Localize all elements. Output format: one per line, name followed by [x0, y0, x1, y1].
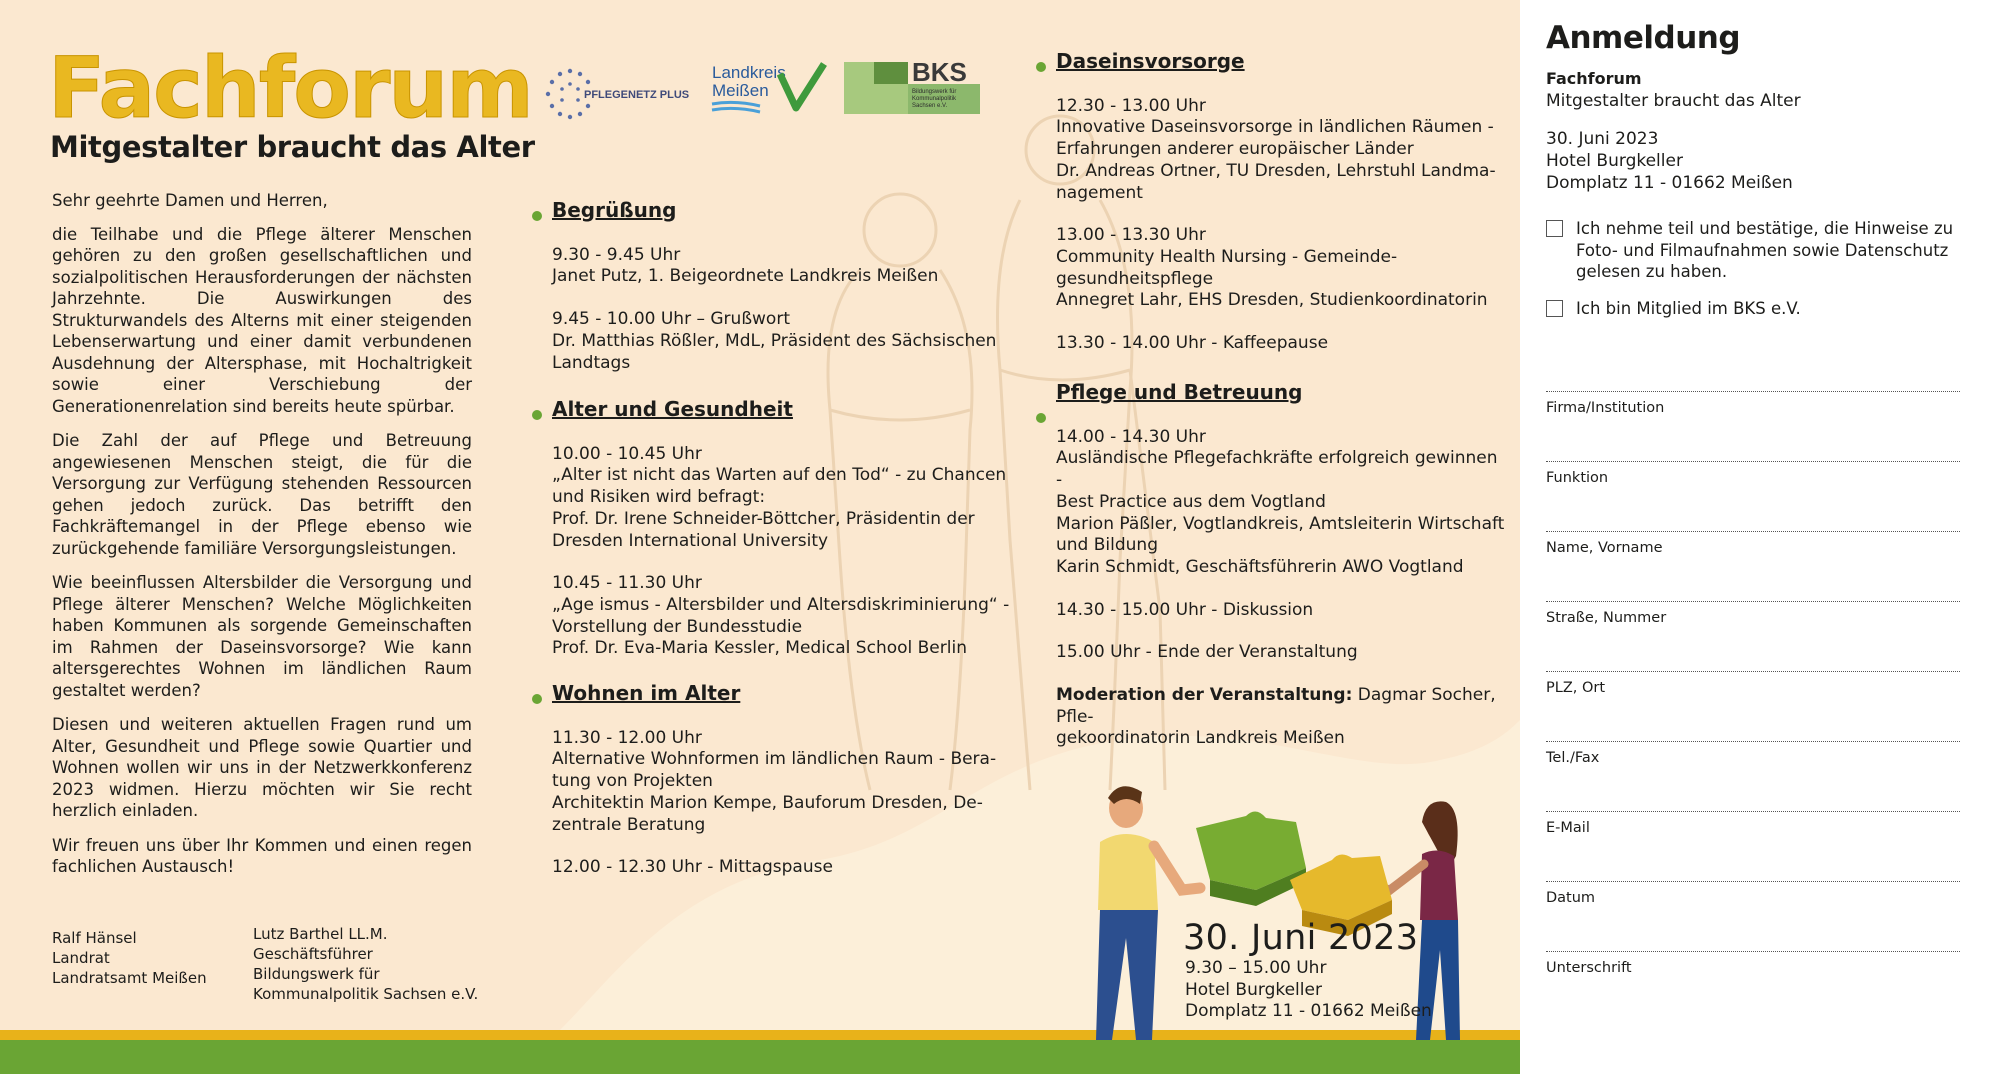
program-time: 14.00 - 14.30 Uhr	[1056, 426, 1206, 447]
greeting: Sehr geehrte Damen und Herren,	[52, 191, 328, 210]
program-item	[552, 444, 1012, 553]
program-speaker: Marion Päßler, Vogtlandkreis, Amtsleiterin Wirtschaft	[1056, 513, 1505, 534]
section-heading: Daseinsvorsorge	[1056, 49, 1245, 73]
registration-address: Domplatz 11 - 01662 Meißen	[1546, 173, 1793, 193]
field-input-line[interactable]	[1546, 741, 1960, 742]
field-input-line[interactable]	[1546, 671, 1960, 672]
program-speaker: Architektin Marion Kempe, Bauforum Dresden, De-	[552, 792, 983, 813]
registration-date: 30. Juni 2023	[1546, 129, 1659, 149]
program-item	[1056, 642, 1506, 664]
signature-line: Landrat	[52, 949, 110, 967]
event-date: 30. Juni 2023	[1183, 918, 1419, 958]
participation-consent-checkbox[interactable]	[1546, 220, 1563, 237]
signature-line: Bildungswerk für	[253, 965, 380, 983]
program-topic: gesundheitspflege	[1056, 268, 1214, 289]
program-item	[1056, 427, 1506, 579]
section-bullet	[1036, 413, 1046, 423]
field-input-line[interactable]	[1546, 391, 1960, 392]
registration-event-name: Fachforum	[1546, 69, 1642, 88]
program-time: 10.45 - 11.30 Uhr	[552, 573, 702, 594]
section-heading: Wohnen im Alter	[552, 681, 741, 705]
program-topic: tung von Projekten	[552, 771, 713, 792]
field-plz-ort[interactable]	[1546, 671, 1960, 696]
participation-consent-label: Ich nehme teil und bestätige, die Hinweise zu Foto- und Filmaufnahmen sowie Datenschutz gelesen zu haben.	[1576, 219, 1954, 281]
program-time: 13.00 - 13.30 Uhr	[1056, 225, 1206, 246]
bks-logo-text: BKS	[912, 58, 967, 87]
moderation-text: Dagmar Socher, Pfle-	[1056, 685, 1496, 727]
bks-logo-subtext: Bildungswerk für	[912, 89, 957, 95]
event-venue: Hotel Burgkeller	[1185, 979, 1322, 1000]
signature-line: Geschäftsführer	[253, 945, 373, 963]
field-label: Funktion	[1546, 470, 1609, 486]
field-input-line[interactable]	[1546, 811, 1960, 812]
program-speaker: Prof. Dr. Eva-Maria Kessler, Medical School Berlin	[552, 638, 967, 659]
registration-event-subtitle: Mitgestalter braucht das Alter	[1546, 91, 1801, 111]
program-speaker: und Bildung	[1056, 535, 1158, 556]
program-time: 10.00 - 10.45 Uhr	[552, 443, 702, 464]
program-speaker: Dresden International University	[552, 530, 829, 551]
program-item	[1056, 600, 1506, 622]
field-label: Unterschrift	[1546, 960, 1632, 976]
intro-paragraph-4: Diesen und weiteren aktuellen Fragen rund um Alter, Gesundheit und Pflege sowie Quartier und Wohnen wollen wir uns in der Netzwerkkonferenz 2023 widmen. Hierzu möchten wir Sie recht herzlich einladen.	[52, 715, 472, 820]
program-speaker: Landtags	[552, 352, 631, 373]
signature-line: Lutz Barthel LL.M.	[253, 925, 388, 943]
field-input-line[interactable]	[1546, 951, 1960, 952]
program-speaker: Annegret Lahr, EHS Dresden, Studienkoordinatorin	[1056, 290, 1488, 311]
program-topic: Innovative Daseinsvorsorge in ländlichen Räumen -	[1056, 117, 1494, 138]
moderation-text: gekoordinatorin Landkreis Meißen	[1056, 728, 1345, 749]
event-time: 9.30 – 15.00 Uhr	[1185, 958, 1327, 978]
field-input-line[interactable]	[1546, 461, 1960, 462]
section-heading: Begrüßung	[552, 198, 677, 222]
program-item	[552, 309, 1012, 374]
program-section-pflege-betreuung	[1056, 382, 1506, 750]
program-topic: und Risiken wird befragt:	[552, 487, 766, 508]
participation-consent-option[interactable]	[1546, 218, 1966, 283]
program-time: 15.00 Uhr - Ende der Veranstaltung	[1056, 642, 1358, 663]
field-label: Name, Vorname	[1546, 540, 1663, 556]
program-section-begruessung	[552, 200, 1012, 374]
landkreis-logo-line2: Meißen	[712, 81, 769, 100]
field-strasse[interactable]	[1546, 601, 1960, 626]
program-topic: Vorstellung der Bundesstudie	[552, 616, 803, 637]
program-item	[552, 245, 1012, 288]
program-time: 13.30 - 14.00 Uhr - Kaffeepause	[1056, 333, 1329, 354]
section-bullet	[1036, 62, 1046, 72]
program-section-wohnen	[552, 683, 1012, 879]
field-funktion[interactable]	[1546, 461, 1960, 486]
program-speaker: Janet Putz, 1. Beigeordnete Landkreis Meißen	[552, 266, 939, 287]
program-item	[1056, 333, 1506, 355]
program-item	[552, 573, 1012, 660]
program-topic: Community Health Nursing - Gemeinde-	[1056, 246, 1398, 267]
landkreis-meissen-logo	[710, 60, 830, 120]
intro-letter	[52, 190, 472, 891]
intro-paragraph-2: Die Zahl der auf Pflege und Betreuung angewiesenen Menschen steigt, die für die Versorgung zur Verfügung stehenden Ressourcen gehen jedoch zurück. Das betrifft den Fachkräftemangel in der Pflege ebenso wie zurückgehende familiäre Versorgungsleistungen.	[52, 431, 472, 558]
program-speaker: Karin Schmidt, Geschäftsführerin AWO Vogtland	[1056, 556, 1464, 577]
section-bullet	[532, 211, 542, 221]
signature-line: Ralf Hänsel	[52, 929, 137, 947]
pflegenetz-plus-logo	[540, 64, 700, 124]
intro-paragraph-5: Wir freuen uns über Ihr Kommen und einen regen fachlichen Austausch!	[52, 835, 472, 876]
program-item	[1056, 96, 1506, 205]
program-speaker: Dr. Andreas Ortner, TU Dresden, Lehrstuhl Landma-	[1056, 160, 1496, 181]
bks-member-option[interactable]	[1546, 298, 1966, 320]
flyer-subtitle: Mitgestalter braucht das Alter	[50, 130, 535, 164]
section-heading: Pflege und Betreuung	[1056, 380, 1303, 404]
field-name[interactable]	[1546, 531, 1960, 556]
registration-venue: Hotel Burgkeller	[1546, 151, 1683, 171]
field-label: Datum	[1546, 890, 1596, 906]
signature-landrat	[52, 928, 207, 988]
program-topic: „Alter ist nicht das Warten auf den Tod“ - zu Chancen	[552, 465, 1007, 486]
moderation	[1056, 685, 1506, 750]
registration-location	[1546, 128, 1793, 194]
registration-event	[1546, 68, 1801, 112]
program-topic: Erfahrungen anderer europäischer Länder	[1056, 139, 1414, 160]
field-input-line[interactable]	[1546, 601, 1960, 602]
section-heading: Alter und Gesundheit	[552, 397, 793, 421]
program-topic: „Age ismus - Altersbilder und Altersdiskriminierung“ -	[552, 594, 1010, 615]
program-topic: Alternative Wohnformen im ländlichen Raum - Bera-	[552, 749, 997, 770]
field-unterschrift[interactable]	[1546, 951, 1960, 976]
bks-member-label: Ich bin Mitglied im BKS e.V.	[1576, 299, 1801, 318]
field-tel-fax[interactable]	[1546, 741, 1960, 766]
event-info	[1185, 958, 1432, 1023]
program-speaker: nagement	[1056, 182, 1143, 203]
program-item	[552, 857, 1012, 879]
bks-logo-subtext: Kommunalpolitik	[912, 96, 957, 102]
program-topic: Best Practice aus dem Vogtland	[1056, 491, 1326, 512]
program-speaker: zentrale Beratung	[552, 814, 706, 835]
field-label: E-Mail	[1546, 820, 1590, 836]
program-speaker: Dr. Matthias Rößler, MdL, Präsident des Sächsischen	[552, 330, 997, 351]
program-item	[1056, 225, 1506, 312]
program-topic: Ausländische Pflegefachkräfte erfolgreich gewinnen -	[1056, 448, 1498, 491]
field-input-line[interactable]	[1546, 881, 1960, 882]
signature-line: Landratsamt Meißen	[52, 969, 207, 987]
program-item	[552, 728, 1012, 837]
registration-title: Anmeldung	[1546, 20, 1741, 56]
bks-logo-subtext: Sachsen e.V.	[912, 103, 948, 109]
bks-logo	[844, 58, 980, 114]
signature-line: Kommunalpolitik Sachsen e.V.	[253, 985, 479, 1003]
section-bullet	[532, 694, 542, 704]
field-label: Tel./Fax	[1546, 750, 1600, 766]
flyer-title: Fachforum	[48, 39, 532, 137]
program-time: 12.30 - 13.00 Uhr	[1056, 95, 1206, 116]
field-datum[interactable]	[1546, 881, 1960, 906]
section-bullet	[532, 410, 542, 420]
program-section-alter-gesundheit	[552, 399, 1012, 660]
field-email[interactable]	[1546, 811, 1960, 836]
moderation-label: Moderation der Veranstaltung:	[1056, 685, 1353, 706]
program-time: 14.30 - 15.00 Uhr - Diskussion	[1056, 599, 1314, 620]
landkreis-logo-line1: Landkreis	[712, 63, 786, 82]
program-time: 9.30 - 9.45 Uhr	[552, 244, 681, 265]
intro-paragraph-1: die Teilhabe und die Pflege älterer Menschen gehören zu den großen gesellschaftlichen und sozialpolitischen Herausforderungen der nächsten Jahrzehnte. Die Auswirkungen des Strukturwandels des Alterns mit einer steigenden Lebenserwartung und einer damit verbundenen Ausdehnung der Altersphase, mit Hochaltrigkeit sowie einer Verschiebung der Generationenrelation sind bereits heute spürbar.	[52, 224, 472, 416]
field-label: PLZ, Ort	[1546, 680, 1606, 696]
program-time: 9.45 - 10.00 Uhr – Grußwort	[552, 309, 790, 330]
field-firma[interactable]	[1546, 391, 1960, 416]
signature-geschaeftsfuehrer	[253, 924, 478, 1004]
field-input-line[interactable]	[1546, 531, 1960, 532]
program-section-daseinsvorsorge	[1056, 51, 1506, 355]
field-label: Straße, Nummer	[1546, 610, 1667, 626]
field-label: Firma/Institution	[1546, 400, 1665, 416]
pflegenetz-logo-text: PFLEGENETZ PLUS	[584, 89, 690, 101]
program-time: 11.30 - 12.00 Uhr	[552, 727, 702, 748]
program-speaker: Prof. Dr. Irene Schneider-Böttcher, Präsidentin der	[552, 508, 975, 529]
program-time: 12.00 - 12.30 Uhr - Mittagspause	[552, 857, 833, 878]
event-address: Domplatz 11 - 01662 Meißen	[1185, 1001, 1432, 1021]
bks-member-checkbox[interactable]	[1546, 300, 1563, 317]
intro-paragraph-3: Wie beeinflussen Altersbilder die Versorgung und Pflege älterer Menschen? Welche Möglichkeiten haben Kommunen als sorgende Gemeinschaften im Rahmen der Daseinsvorsorge? Wie kann altersgerechtes Wohnen im ländlichen Raum gestaltet werden?	[52, 573, 472, 700]
